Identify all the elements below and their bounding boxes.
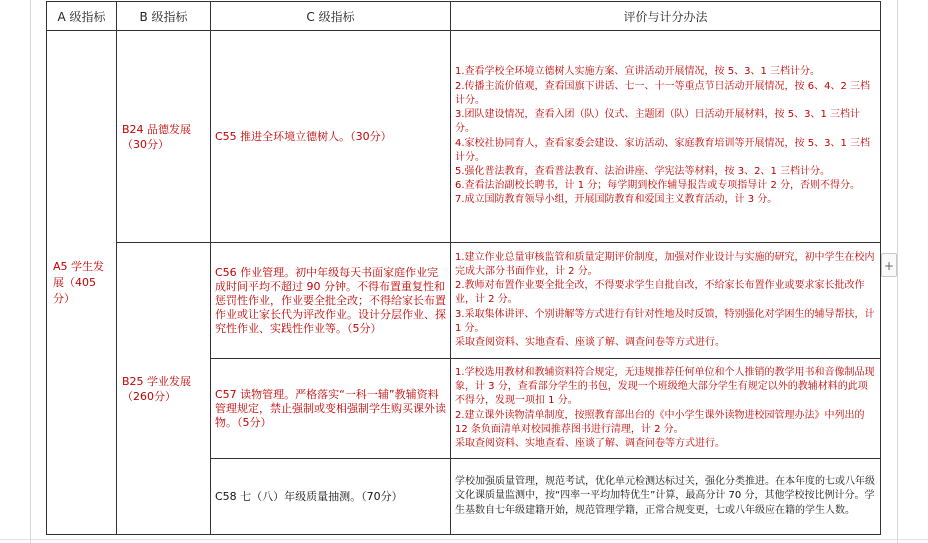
- b-indicator-b24: B24 品德发展（30分）: [117, 31, 211, 243]
- method-line: 采取查阅资料、实地查看、座谈了解、调查问卷等方式进行。: [455, 437, 725, 449]
- method-line: 1.建立作业总量审核监管和质量定期评价制度，加强对作业设计与实施的研究，初中学生在校内完成大部分书面作业，计 2 分。: [455, 251, 875, 277]
- method-line: 3.采取集体讲评、个别讲解等方式进行有针对性地及时反馈，特别强化对学困生的辅导帮扶，计 1 分。: [455, 308, 875, 334]
- header-c-indicator: C 级指标: [211, 2, 451, 31]
- c-indicator-c56: C56 作业管理。初中年级每天书面家庭作业完成时间平均不超过 90 分钟。不得布置重复性和惩罚性作业，作业要全批全改；不得给家长布置作业或让家长代为评改作业。设计分层作业、探究性作业、实践性作业等。（5分）: [211, 243, 451, 359]
- method-cell-c56: [451, 243, 881, 359]
- c-indicator-c57: C57 读物管理。严格落实“一科一辅”教辅资料管理规定，禁止强制或变相强制学生购买课外读物。（5分）: [211, 359, 451, 459]
- table-row: [47, 31, 881, 243]
- method-cell-c58: [451, 459, 881, 535]
- page-bottom-divider: [0, 539, 928, 540]
- header-a-indicator: A 级指标: [47, 2, 117, 31]
- method-line: 2.教师对布置作业要全批全改，不得要求学生自批自改，不给家长布置作业或要求家长批改作业，计 2 分。: [455, 280, 865, 306]
- header-method: 评价与计分办法: [451, 2, 881, 31]
- method-line: 2.传播主流价值观，查看国旗下讲话、七一、十一等重点节日活动开展情况，按 6、4、2 三档计分。: [455, 80, 870, 106]
- page-right-edge: [897, 0, 898, 543]
- method-line: 5.强化普法教育，查看普法教育、法治讲座、学宪法等材料，按 3、2、1 三档计分。: [455, 165, 830, 177]
- method-line: 2.建立课外读物清单制度，按照教育部出台的《中小学生课外读物进校园管理办法》中列出的 12 条负面清单对校园推荐图书进行清理，计 2 分。: [455, 409, 865, 435]
- method-cell-c55: [451, 31, 881, 243]
- method-line: 采取查阅资料、实地查看、座谈了解、调查问卷等方式进行。: [455, 337, 725, 348]
- table-header-row: [47, 2, 881, 31]
- method-line: 3.团队建设情况，查看入团（队）仪式、主题团（队）日活动开展材料，按 5、3、1 三档计分。: [455, 109, 860, 135]
- method-line: 1.学校选用教材和教辅资料符合规定，无违规推荐任何单位和个人推销的教学用书和音像制品现象，计 3 分，查看部分学生的书包，发现一个班级绝大部分学生有规定以外的教辅材料的此项不得分，发现一项扣 1 分。: [455, 366, 875, 407]
- method-line: 学校加强质量管理，规范考试，优化单元检测达标过关，强化分类推进。在本年度的七或八年级文化课质量监测中，按“四率一平均加特优生”计算，最高分计 70 分，其他学校按比例计分。学生基数自七年级建籍开始，规范管理学籍，正常合规变更，七或八年级应在籍的学生人数。: [455, 476, 875, 516]
- method-cell-c57: [451, 359, 881, 459]
- method-line: 1.查看学校全环境立德树人实施方案、宣讲活动开展情况，按 5、3、1 三档计分。: [455, 66, 820, 78]
- a-indicator-cell: A5 学生发展（405分）: [47, 31, 117, 535]
- method-line: 4.家校社协同育人，查看家委会建设、家访活动、家庭教育培训等开展情况，按 5、3、1 三档计分。: [455, 137, 870, 163]
- table-row: [47, 243, 881, 359]
- add-icon[interactable]: +: [881, 253, 897, 277]
- c-indicator-c55: C55 推进全环境立德树人。（30分）: [211, 31, 451, 243]
- evaluation-table: [46, 1, 881, 535]
- method-line: 6.查看法治副校长聘书，计 1 分；每学期到校作辅导报告或专项指导计 2 分，否则不得分。: [455, 180, 860, 192]
- c-indicator-c58: C58 七（八）年级质量抽测。（70分）: [211, 459, 451, 535]
- page-left-edge: [30, 0, 31, 543]
- header-b-indicator: B 级指标: [117, 2, 211, 31]
- b-indicator-b25: B25 学业发展（260分）: [117, 243, 211, 535]
- method-line: 7.成立国防教育领导小组，开展国防教育和爱国主义教育活动，计 3 分。: [455, 194, 778, 206]
